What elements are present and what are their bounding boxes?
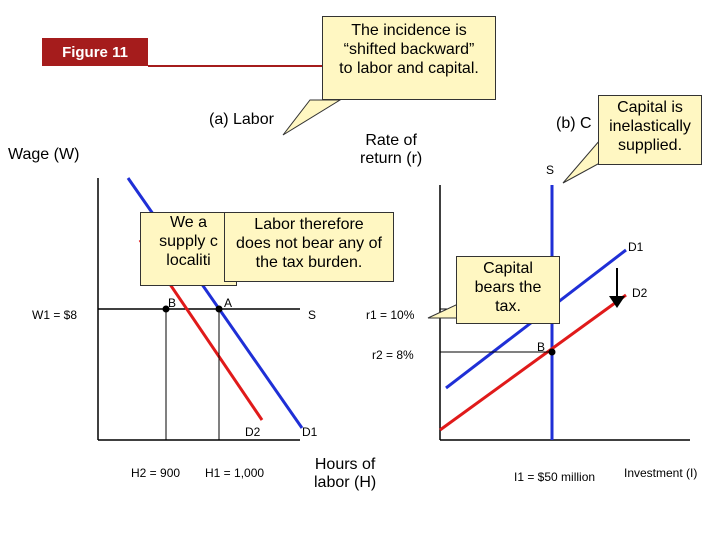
panel-b-point-b-label: B bbox=[537, 340, 546, 354]
x-tick-h2: H2 = 900 bbox=[131, 466, 181, 480]
callout-incidence-line3: to labor and capital. bbox=[339, 60, 479, 77]
callout-bears-line2: bears the bbox=[474, 279, 542, 296]
panel-a-x-axis-line1: Hours of bbox=[314, 456, 376, 473]
panel-a-d2-label: D2 bbox=[245, 425, 261, 439]
panel-a-title: (a) Labor bbox=[209, 111, 274, 128]
callout-we-line2: supply c bbox=[159, 233, 218, 250]
panel-b-title: (b) C bbox=[556, 115, 592, 132]
panel-a-y-axis-label: Wage (W) bbox=[8, 146, 80, 163]
point-a-label: A bbox=[224, 296, 233, 310]
incidence-pointer bbox=[283, 100, 340, 135]
panel-b-supply-label: S bbox=[546, 163, 555, 177]
panel-a-d1-label: D1 bbox=[302, 425, 318, 439]
panel-a-x-axis-line2: labor (H) bbox=[314, 474, 377, 491]
wage-label: W1 = $8 bbox=[32, 308, 78, 322]
point-b-label: B bbox=[168, 296, 177, 310]
callout-incidence bbox=[322, 16, 496, 100]
callout-labor-line1: Labor therefore bbox=[254, 216, 364, 233]
panel-b-x-axis-label: Investment (I) bbox=[624, 466, 698, 480]
figure-label: Figure 11 bbox=[42, 38, 148, 66]
capital-bears-pointer bbox=[428, 304, 458, 318]
callout-incidence-line1: The incidence is bbox=[351, 22, 467, 39]
panel-b-d2-label: D2 bbox=[632, 286, 648, 300]
panel-a-x-axis-label bbox=[314, 456, 376, 492]
callout-capital-bears bbox=[456, 256, 560, 324]
panel-b-point-b bbox=[549, 349, 556, 356]
rate-r2-label: r2 = 8% bbox=[372, 348, 414, 362]
callout-capital-line1: Capital is bbox=[617, 99, 683, 116]
callout-incidence-line2: “shifted backward” bbox=[343, 41, 475, 58]
panel-b-y-axis-line1: Rate of bbox=[365, 132, 417, 149]
callout-bears-line1: Capital bbox=[483, 260, 533, 277]
panel-b-y-axis-line2: return (r) bbox=[360, 150, 423, 167]
callout-labor-line2: does not bear any of bbox=[236, 235, 382, 252]
callout-capital-inelastic bbox=[598, 95, 702, 165]
rate-r1-label: r1 = 10% bbox=[366, 308, 415, 322]
panel-a-supply-label: S bbox=[308, 308, 317, 322]
x-tick-h1: H1 = 1,000 bbox=[205, 466, 265, 480]
x-tick-i1: I1 = $50 million bbox=[514, 470, 596, 484]
panel-b-d1-label: D1 bbox=[628, 240, 644, 254]
callout-labor-no-burden bbox=[224, 212, 394, 282]
panel-b-y-axis-label bbox=[360, 132, 422, 168]
callout-bears-line3: tax. bbox=[495, 298, 521, 315]
callout-capital-line3: supplied. bbox=[617, 137, 683, 154]
callout-we-line1: We a bbox=[169, 214, 208, 231]
callout-labor-line3: the tax burden. bbox=[255, 254, 363, 271]
callout-we-line3: localiti bbox=[166, 252, 211, 269]
callout-capital-line2: inelastically bbox=[609, 118, 691, 135]
callout-we-partial bbox=[140, 212, 237, 286]
panel-a-point-a bbox=[216, 306, 223, 313]
